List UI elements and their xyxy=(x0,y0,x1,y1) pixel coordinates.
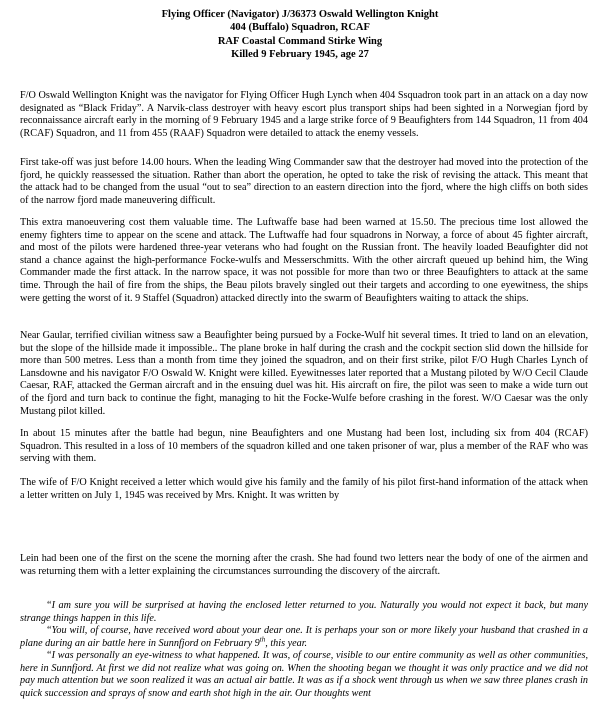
quote-dear-one xyxy=(20,625,588,650)
quote-dear-one-ordinal: th xyxy=(259,635,266,644)
paragraph-lein: Lein had been one of the first on the scene the morning after the crash. She had found two letters near the body of one of the airmen and was returning them with a letter explaining the circumstances surrounding the discovery of the aircraft. xyxy=(20,553,588,577)
paragraph-intro: F/O Oswald Wellington Knight was the navigator for Flying Officer Hugh Lynch when 404 Ssquadron took part in an attack on a day now designated as “Black Friday”. A Narvik-class destroyer with heavy escort plus transport ships had been sighted in a Norwegian fjord by reconnaissance aircraft early in the morning of 9 February 1945 and a large strike force of 9 Beaufighters from 144 Squadron, 11 from 404 (RCAF) Squadron, and 11 from 455 (RAAF) Squadron were detailed to attack the enemy vessels. xyxy=(20,90,588,139)
paragraph-letter-intro: The wife of F/O Knight received a letter which would give his family and the family of his pilot first-hand information of the attack when a letter written on July 1, 1945 was received by Mrs. Knight. It was written by xyxy=(20,477,588,501)
header-squadron: 404 (Buffalo) Squadron, RCAF xyxy=(230,22,370,34)
quote-eyewitness: “I was personally an eye-witness to what happened. It was, of course, visible to our entire community as well as other communities, here in Sunnfjord. At first we did not realize what was going on. When the shooting began we thought it was only practice and we did not pay much attention but we soon realized it was an actual air battle. It was as if a shock went through us when we saw three planes crash in quick succession and sprays of snow and earth shot high in the air. Our thoughts went xyxy=(20,650,588,699)
header-killed: Killed 9 February 1945, age 27 xyxy=(231,49,369,61)
paragraph-manoeuvering: This extra manoeuvering cost them valuable time. The Luftwaffe base had been warned at 15.50. The precious time lost allowed the enemy fighters time to appear on the scene and attack. The Luftwaffe had four squadrons in Norway, a force of about 45 fighter aircraft, and most of the pilots were hardened three-year veterans who had fought on the Russian front. The heavily loaded Beaufighter did not stand a chance against the high-performance Focke-wulfs and Messerschmitts. With the other aircraft queued up behind him, the Wing Commander made the first attack. In the narrow space, it was not possible for more than two or three Beaufighters to attack at the same time. Through the hail of fire from the ships, the Beau pilots bravely singled out their targets and according to one eyewitness, the ships were getting the worst of it. 9 Staffel (Squadron) attacked directly into the swarm of Beaufighters waiting to attack the ships. xyxy=(20,217,588,304)
quote-dear-one-text: “You will, of course, have received word about your dear one. It is perhaps your son or more likely your husband that crashed in a plane during an air battle here in Sunnfjord on February 9 xyxy=(20,625,588,649)
paragraph-takeoff: First take-off was just before 14.00 hours. When the leading Wing Commander saw that the destroyer had moved into the protection of the fjord, he quickly reassessed the situation. Rather than abort the operation, he opted to take the risk of revising the attack. This meant that the attack had to be changed from the usual “out to sea” direction to an eastern direction into the fjord, where the high cliffs on both sides of the narrow fjord made maneuvering difficult. xyxy=(20,157,588,206)
header-wing: RAF Coastal Command Stirke Wing xyxy=(217,35,383,47)
quote-returned-letter: “I am sure you will be surprised at having the enclosed letter returned to you. Naturally you would not expect it back, but many strange things happen in this life. xyxy=(20,600,588,624)
paragraph-gaular: Near Gaular, terrified civilian witness saw a Beaufighter being pursued by a Focke-Wulf hit several times. It tried to land on an elevation, but the slope of the hillside made it impossible.. The plane broke in half during the crash and the cockpit section slid down the hillside for more than 500 metres. Less than a month from time they joined the squadron, and on their first strike, pilot F/O Hugh Charles Lynch of Lansdowne and his navigator F/O Oswald W. Knight were killed. Eyewitnesses later reported that a Mustang piloted by W/O Cecil Claude Caesar, RAF, attacked the German aircraft and in the ensuing duel was hit. His aircraft on fire, the pilot was seen to make a wide turn out of the fjord and turn back to continue the fight, managing to hit the Focke-Wulfe before crashing in the forest. W/O Caesar was the only Mustang pilot killed. xyxy=(20,330,588,417)
quote-dear-one-tail: , this year. xyxy=(265,637,308,649)
document-header xyxy=(0,8,600,62)
header-title: Flying Officer (Navigator) J/36373 Oswald Wellington Knight xyxy=(161,9,439,20)
paragraph-losses: In about 15 minutes after the battle had begun, nine Beaufighters and one Mustang had been lost, including six from 404 (RCAF) Squadron. This resulted in a loss of 10 members of the squadron killed and one taken prisoner of war, plus a member of the RAF who was serving with them. xyxy=(20,428,588,465)
